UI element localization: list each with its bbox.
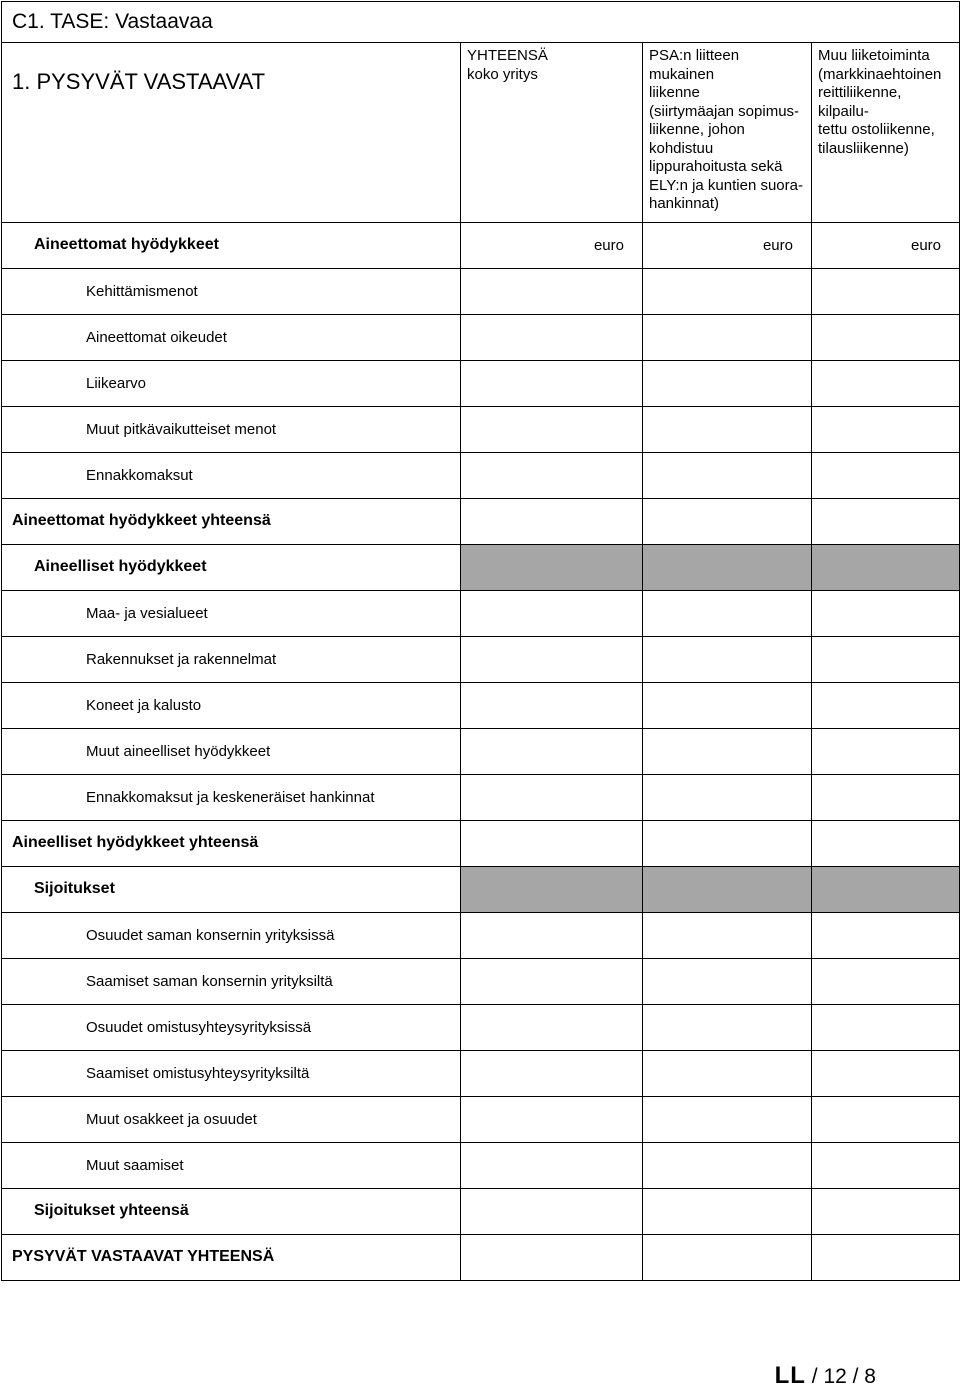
row-label: Aineettomat hyödykkeet yhteensä (2, 498, 461, 544)
value-cell[interactable] (461, 1234, 643, 1280)
value-cell[interactable] (643, 360, 812, 406)
row-label: Sijoitukset yhteensä (2, 1188, 461, 1234)
table-row (2, 1142, 960, 1188)
value-cell[interactable] (461, 1050, 643, 1096)
table-row (2, 682, 960, 728)
value-cell[interactable] (461, 820, 643, 866)
unit-cell: euro (812, 222, 960, 268)
value-cell[interactable] (643, 682, 812, 728)
value-cell[interactable] (643, 498, 812, 544)
value-cell[interactable] (461, 498, 643, 544)
value-cell[interactable] (461, 636, 643, 682)
value-cell[interactable] (812, 590, 960, 636)
value-cell[interactable] (461, 774, 643, 820)
value-cell[interactable] (643, 590, 812, 636)
row-label: Koneet ja kalusto (2, 682, 461, 728)
column-header-other-text: Muu liiketoiminta (markkinaehtoinen reittiliikenne, kilpailu- tettu ostoliikenne, tilausliikenne) (818, 47, 942, 157)
value-cell[interactable] (812, 1096, 960, 1142)
value-cell[interactable] (643, 820, 812, 866)
value-cell[interactable] (643, 1188, 812, 1234)
table-row (2, 774, 960, 820)
value-cell[interactable] (812, 774, 960, 820)
row-label: Osuudet saman konsernin yrityksissä (2, 912, 461, 958)
value-cell[interactable] (812, 1234, 960, 1280)
table-row (2, 728, 960, 774)
value-cell[interactable] (461, 728, 643, 774)
table-row (2, 222, 960, 268)
value-cell[interactable] (812, 452, 960, 498)
shaded-cell (812, 544, 960, 590)
value-cell[interactable] (461, 912, 643, 958)
value-cell[interactable] (643, 268, 812, 314)
table-row (2, 498, 960, 544)
value-cell[interactable] (812, 1004, 960, 1050)
row-label: Osuudet omistusyhteysyrityksissä (2, 1004, 461, 1050)
table-row (2, 958, 960, 1004)
value-cell[interactable] (812, 958, 960, 1004)
table-row (2, 1096, 960, 1142)
value-cell[interactable] (643, 314, 812, 360)
shaded-cell (461, 544, 643, 590)
column-header-psa (643, 43, 812, 223)
footer-ll-mark: LL (774, 1362, 806, 1389)
value-cell[interactable] (812, 912, 960, 958)
value-cell[interactable] (812, 268, 960, 314)
table-row (2, 636, 960, 682)
value-cell[interactable] (643, 958, 812, 1004)
column-header-psa-text: PSA:n liitteen mukainen liikenne (siirtymäajan sopimus- liikenne, johon kohdistuu lippurahoitusta sekä ELY:n ja kuntien suora- hankinnat) (649, 47, 803, 212)
table-row (2, 912, 960, 958)
table-row (2, 452, 960, 498)
table-row (2, 866, 960, 912)
row-label: Aineettomat hyödykkeet (2, 222, 461, 268)
value-cell[interactable] (812, 314, 960, 360)
row-label: PYSYVÄT VASTAAVAT YHTEENSÄ (2, 1234, 461, 1280)
column-header-total (461, 43, 643, 223)
value-cell[interactable] (812, 820, 960, 866)
row-label: Aineelliset hyödykkeet (2, 544, 461, 590)
table-row (2, 590, 960, 636)
table-row (2, 268, 960, 314)
shaded-cell (461, 866, 643, 912)
form-title: C1. TASE: Vastaavaa (2, 2, 960, 43)
value-cell[interactable] (643, 1050, 812, 1096)
value-cell[interactable] (461, 958, 643, 1004)
value-cell[interactable] (812, 636, 960, 682)
balance-sheet-table (1, 1, 960, 1281)
table-row (2, 544, 960, 590)
row-label: Ennakkomaksut (2, 452, 461, 498)
table-row (2, 820, 960, 866)
value-cell[interactable] (812, 498, 960, 544)
value-cell[interactable] (812, 1050, 960, 1096)
unit-cell: euro (643, 222, 812, 268)
value-cell[interactable] (461, 682, 643, 728)
row-label: Muut pitkävaikutteiset menot (2, 406, 461, 452)
value-cell[interactable] (461, 360, 643, 406)
value-cell[interactable] (812, 682, 960, 728)
row-label: Ennakkomaksut ja keskeneräiset hankinnat (2, 774, 461, 820)
page-footer (775, 1362, 876, 1390)
section-heading (2, 43, 461, 223)
row-label: Saamiset omistusyhteysyrityksiltä (2, 1050, 461, 1096)
value-cell[interactable] (643, 728, 812, 774)
value-cell[interactable] (643, 1234, 812, 1280)
row-label: Saamiset saman konsernin yrityksiltä (2, 958, 461, 1004)
shaded-cell (643, 544, 812, 590)
value-cell[interactable] (643, 912, 812, 958)
table-row (2, 406, 960, 452)
value-cell[interactable] (461, 314, 643, 360)
value-cell[interactable] (643, 1096, 812, 1142)
value-cell[interactable] (461, 406, 643, 452)
value-cell[interactable] (461, 590, 643, 636)
value-cell[interactable] (461, 268, 643, 314)
row-label: Muut osakkeet ja osuudet (2, 1096, 461, 1142)
row-label: Aineelliset hyödykkeet yhteensä (2, 820, 461, 866)
table-row (2, 1050, 960, 1096)
value-cell[interactable] (643, 1004, 812, 1050)
value-cell[interactable] (643, 1142, 812, 1188)
value-cell[interactable] (461, 1004, 643, 1050)
table-row (2, 360, 960, 406)
value-cell[interactable] (643, 452, 812, 498)
row-label: Kehittämismenot (2, 268, 461, 314)
table-row (2, 1234, 960, 1280)
shaded-cell (812, 866, 960, 912)
value-cell[interactable] (812, 406, 960, 452)
value-cell[interactable] (812, 728, 960, 774)
section-heading-text: 1. PYSYVÄT VASTAAVAT (12, 69, 266, 94)
footer-page-number: / 12 / 8 (811, 1365, 876, 1388)
table-row (2, 314, 960, 360)
table-row (2, 1188, 960, 1234)
value-cell[interactable] (461, 1188, 643, 1234)
table-row (2, 1004, 960, 1050)
column-header-other (812, 43, 960, 223)
row-label: Muut saamiset (2, 1142, 461, 1188)
value-cell[interactable] (812, 360, 960, 406)
shaded-cell (643, 866, 812, 912)
unit-cell: euro (461, 222, 643, 268)
row-label: Rakennukset ja rakennelmat (2, 636, 461, 682)
value-cell[interactable] (461, 1096, 643, 1142)
row-label: Aineettomat oikeudet (2, 314, 461, 360)
value-cell[interactable] (643, 774, 812, 820)
column-header-total-text: YHTEENSÄ koko yritys (467, 47, 548, 83)
row-label: Liikearvo (2, 360, 461, 406)
value-cell[interactable] (461, 452, 643, 498)
row-label: Muut aineelliset hyödykkeet (2, 728, 461, 774)
value-cell[interactable] (812, 1188, 960, 1234)
row-label: Sijoitukset (2, 866, 461, 912)
value-cell[interactable] (461, 1142, 643, 1188)
value-cell[interactable] (643, 636, 812, 682)
row-label: Maa- ja vesialueet (2, 590, 461, 636)
value-cell[interactable] (643, 406, 812, 452)
value-cell[interactable] (812, 1142, 960, 1188)
